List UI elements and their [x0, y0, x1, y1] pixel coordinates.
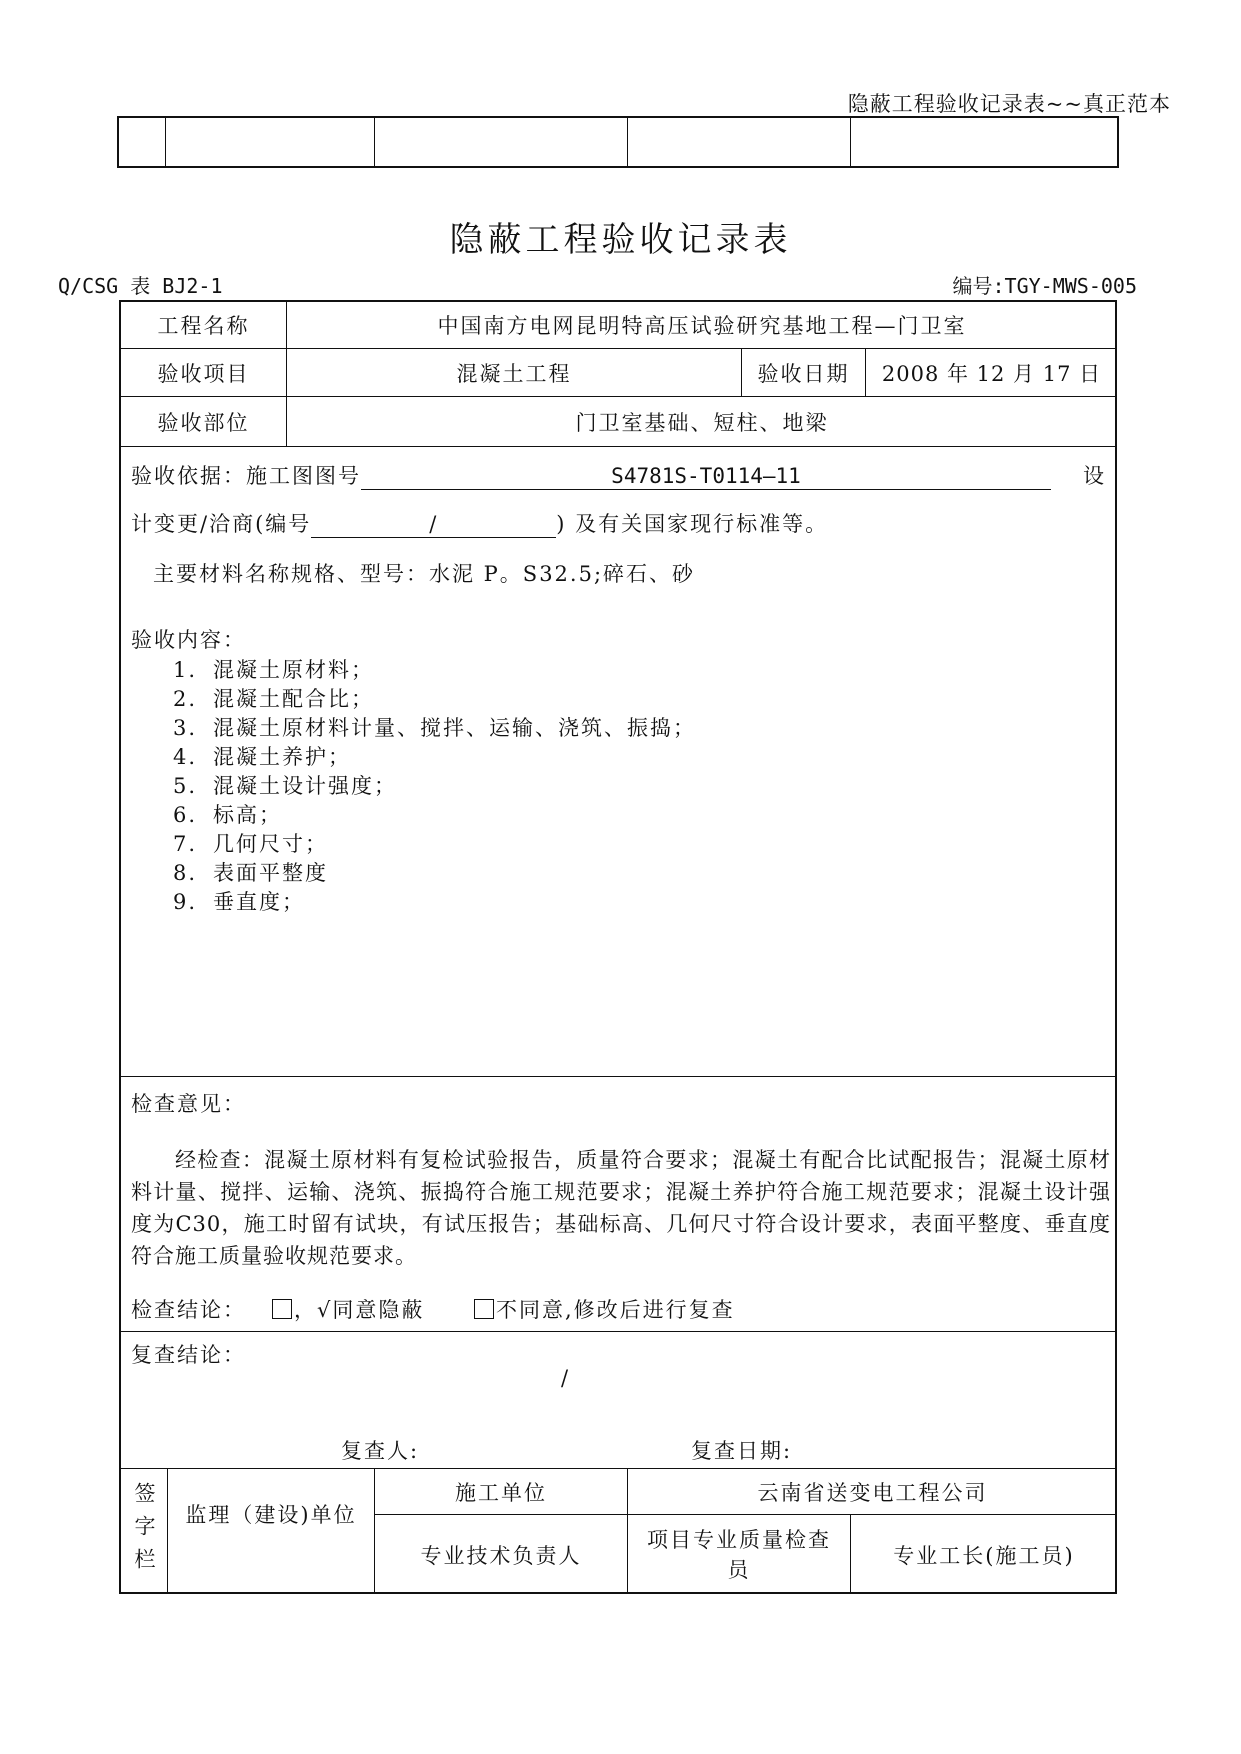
serial-number: 编号:TGY-MWS-005 — [952, 274, 1137, 298]
date-label: 验收日期 — [757, 361, 850, 386]
opinion-text: 经检查：混凝土原材料有复检试验报告，质量符合要求；混凝土有配合比试配报告；混凝土原材料计量、搅拌、运输、浇筑、振捣符合施工规范要求；混凝土养护符合施工规范要求；混凝土设计强度为C30，施工时留有试块，有试压报告；基础标高、几何尺寸符合设计要求，表面平整度、垂直度符合施工质量验收规范要求。 — [131, 1148, 1111, 1268]
recheck-value: / — [561, 1366, 571, 1390]
drawing-number: S4781S-T0114—11 — [361, 463, 1051, 490]
foreman-label: 专业工长(施工员) — [893, 1543, 1075, 1568]
opinion-label: 检查意见： — [131, 1092, 246, 1116]
basis-tail: 设 — [1083, 464, 1106, 488]
form-code: Q/CSG 表 BJ2-1 — [58, 274, 223, 298]
content-item: 3. 混凝土原材料计量、搅拌、运输、浇筑、振捣； — [173, 716, 696, 740]
content-item: 2. 混凝土配合比； — [173, 687, 374, 711]
basis-line-2 — [131, 508, 828, 538]
agree-checkbox[interactable] — [272, 1299, 292, 1319]
content-item: 1. 混凝土原材料； — [173, 658, 374, 682]
top-blank-table — [117, 116, 1119, 168]
recheck-person-label: 复查人: — [341, 1439, 420, 1463]
sign-section-label: 签字栏 — [132, 1482, 156, 1581]
location-value: 门卫室基础、短柱、地梁 — [575, 410, 829, 435]
date-value: 2008 年 12 月 17 日 — [881, 361, 1102, 386]
project-name: 中国南方电网昆明特高压试验研究基地工程—门卫室 — [437, 314, 967, 338]
supervisor-label: 监理（建设)单位 — [185, 1503, 357, 1527]
qa-inspector-label: 项目专业质量检查员 — [647, 1527, 831, 1582]
location-label: 验收部位 — [157, 410, 250, 435]
contractor-label: 施工单位 — [455, 1480, 547, 1505]
content-item: 7. 几何尺寸； — [173, 832, 328, 856]
basis-line-1 — [131, 460, 1051, 490]
record-form — [119, 300, 1117, 1594]
conclusion-row — [131, 1294, 424, 1324]
content-item: 8. 表面平整度 — [173, 861, 328, 885]
change-prefix: 计变更/洽商(编号 — [131, 512, 312, 536]
item-label: 验收项目 — [157, 361, 250, 386]
disagree-row — [474, 1294, 735, 1324]
project-name-label: 工程名称 — [157, 314, 250, 338]
contractor-name: 云南省送变电工程公司 — [757, 1480, 988, 1505]
recheck-date-label: 复查日期: — [691, 1439, 793, 1463]
basis-label: 验收依据：施工图图号 — [131, 464, 361, 488]
disagree-label: 不同意,修改后进行复查 — [496, 1298, 735, 1322]
change-suffix: ) 及有关国家现行标准等。 — [556, 512, 829, 536]
content-label: 验收内容： — [131, 628, 246, 652]
change-number: / — [311, 511, 556, 538]
recheck-label: 复查结论： — [131, 1343, 246, 1367]
tech-lead-label: 专业技术负责人 — [420, 1543, 582, 1568]
disagree-checkbox[interactable] — [474, 1299, 494, 1319]
content-item: 9. 垂直度； — [173, 890, 305, 914]
materials: 主要材料名称规格、型号：水泥 P。S32.5;碎石、砂 — [153, 562, 696, 586]
content-item: 4. 混凝土养护； — [173, 745, 351, 769]
conclusion-label: 检查结论： — [131, 1298, 246, 1322]
content-item: 6. 标高； — [173, 803, 282, 827]
page-header: 隐蔽工程验收记录表~~真正范本 — [847, 92, 1171, 116]
content-item: 5. 混凝土设计强度； — [173, 774, 397, 798]
agree-label: ，√同意隐蔽 — [294, 1298, 425, 1322]
item-value: 混凝土工程 — [456, 361, 572, 386]
document-title: 隐蔽工程验收记录表 — [449, 220, 792, 260]
